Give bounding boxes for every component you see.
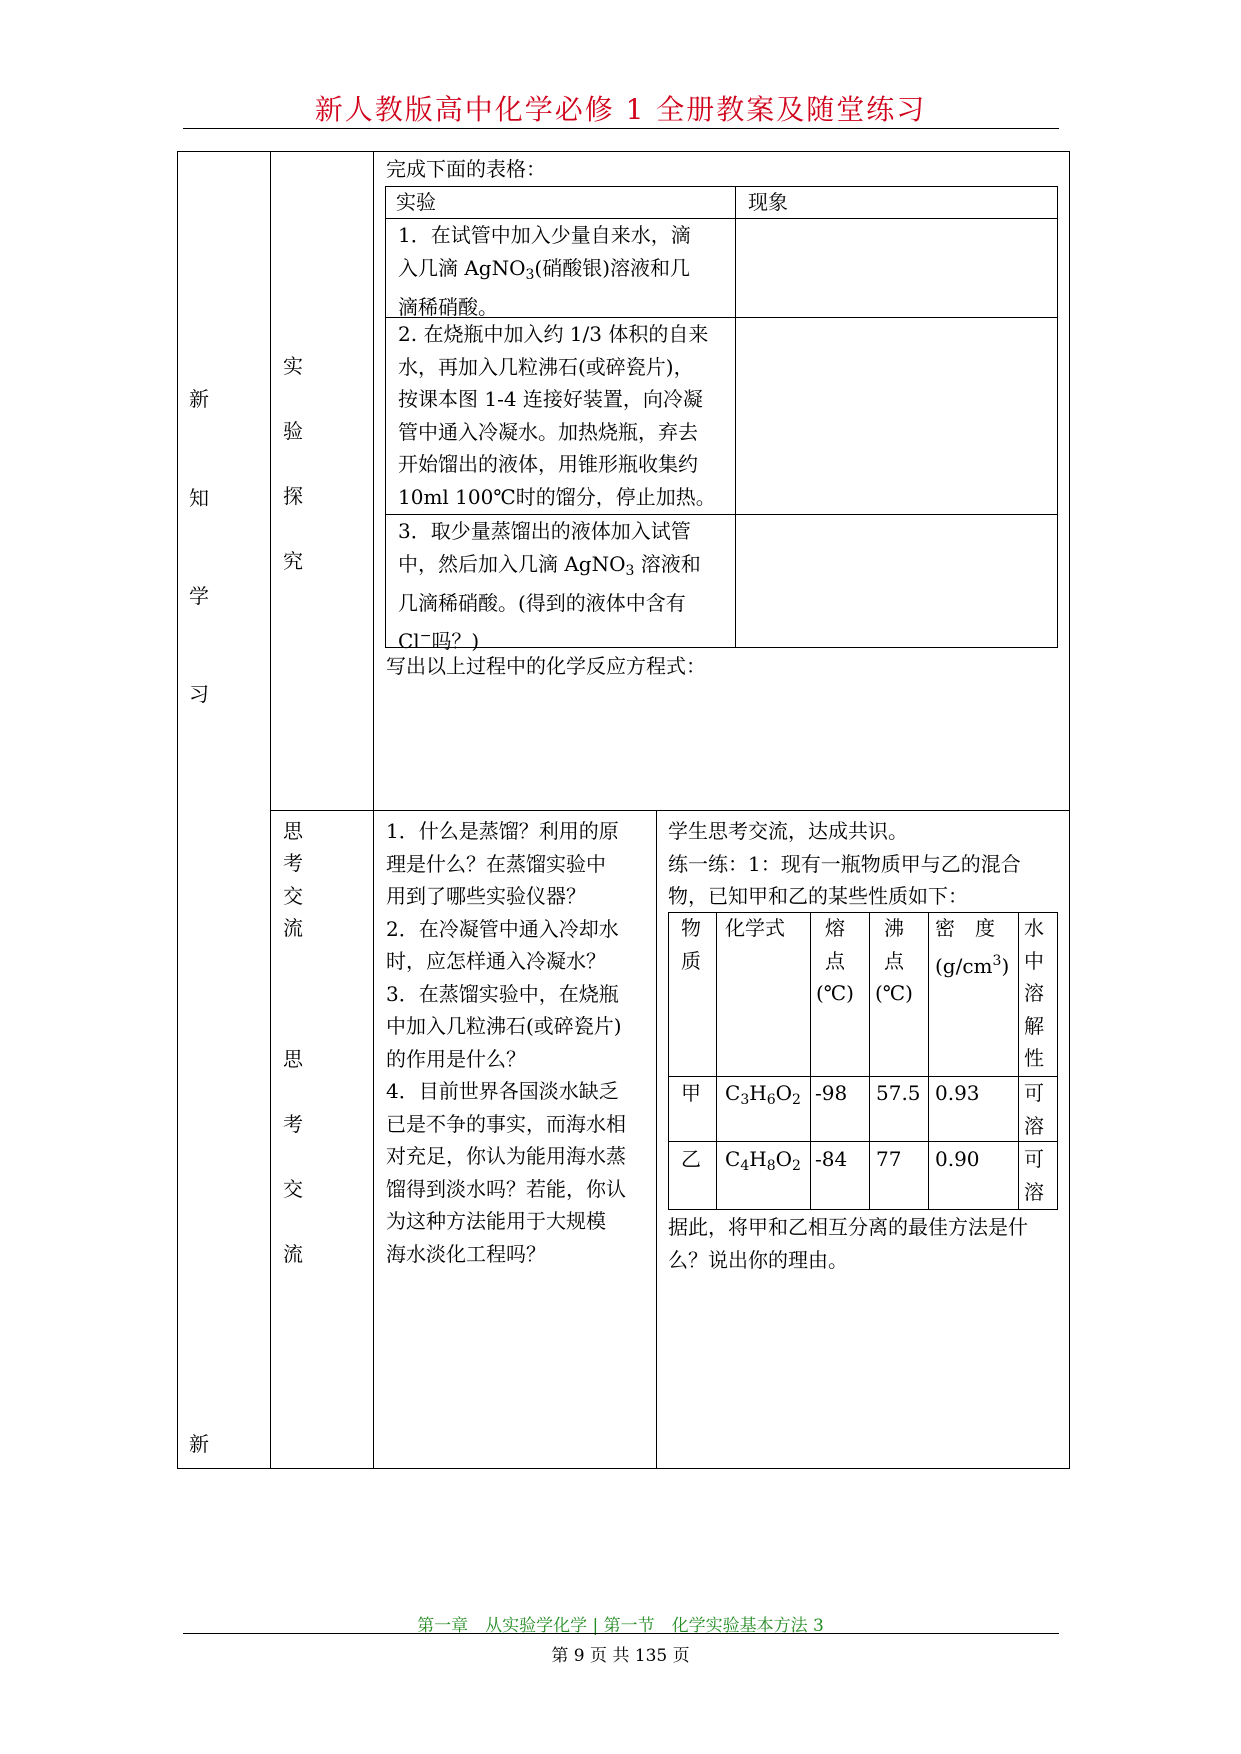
- row-a-mp: -98: [815, 1081, 848, 1105]
- footer-chapter: 第一章 从实验学化学 | 第一节 化学实验基本方法 3: [417, 1616, 824, 1636]
- col1-char: 习: [189, 682, 209, 706]
- row-b-solubility: 可 溶: [1024, 1147, 1044, 1204]
- col2-char: 探: [283, 484, 303, 508]
- col2-char: 流: [283, 1242, 303, 1266]
- col2-char: 究: [283, 549, 303, 573]
- th-solubility: 水 中 溶 解 性: [1024, 916, 1044, 1070]
- col1-char: 新: [189, 1432, 209, 1456]
- row-b-bp: 77: [876, 1147, 902, 1171]
- col2-char: 交: [283, 884, 303, 908]
- th-formula: 化学式: [725, 916, 785, 940]
- col1-char: 知: [189, 486, 209, 510]
- col1-char: 新: [189, 387, 209, 411]
- row-b-formula: $C_4H_8O_2$: [725, 1147, 801, 1174]
- col2-char: 实: [283, 354, 303, 378]
- discussion-questions: 1．什么是蒸馏？利用的原 理是什么？在蒸馏实验中 用到了哪些实验仪器？ 2．在冷凝管中通入冷却水 时，应怎样通入冷凝水？ 3．在蒸馏实验中，在烧瓶 中加入几粒沸石(或碎瓷片) 的作用是什么？ 4．目前世界各国淡水缺乏 已是不争的事实，而海水相 对充足，你认为能用海水蒸 馏得到淡水吗？若能，你认 为这种方法能用于大规模 海水淡化工程吗？: [386, 819, 626, 1266]
- practice-question: 据此，将甲和乙相互分离的最佳方法是什 么？说出你的理由。: [668, 1215, 1028, 1272]
- experiment-row-2: 2. 在烧瓶中加入约 1/3 体积的自来 水，再加入几粒沸石(或碎瓷片)， 按课本图 1-4 连接好装置，向冷凝 管中通入冷凝水。加热烧瓶，弃去 开始馏出的液体，用锥形瓶收集约 10ml 100℃时的馏分，停止加热。: [398, 322, 716, 509]
- row-a-name: 甲: [681, 1081, 701, 1105]
- row-a-solubility: 可 溶: [1024, 1081, 1044, 1138]
- header-rule: [183, 128, 1059, 129]
- experiment-intro: 完成下面的表格：: [386, 157, 546, 181]
- col2-char: 思: [283, 819, 303, 843]
- row-a-density: 0.93: [935, 1081, 980, 1105]
- row-b-density: 0.90: [935, 1147, 980, 1171]
- col2-char: 思: [283, 1047, 303, 1071]
- footer-rule: [183, 1633, 1059, 1634]
- row-b-mp: -84: [815, 1147, 848, 1171]
- col2-char: 验: [283, 419, 303, 443]
- footer-page-number: 第 9 页 共 135 页: [551, 1646, 690, 1666]
- experiment-row-1: 1．在试管中加入少量自来水，滴 入几滴 AgNO$_3$(硝酸银)溶液和几 滴稀硝酸。: [398, 223, 691, 319]
- th-boiling-point: 沸 点 (℃): [875, 916, 913, 1005]
- col2-char: 考: [283, 851, 303, 875]
- th-melting-point: 熔 点 (℃): [816, 916, 854, 1005]
- practice-intro: 学生思考交流，达成共识。 练一练：1：现有一瓶物质甲与乙的混合 物，已知甲和乙的某些性质如下：: [668, 819, 1021, 908]
- col2-char: 交: [283, 1177, 303, 1201]
- col2-char: 考: [283, 1112, 303, 1136]
- equation-prompt: 写出以上过程中的化学反应方程式：: [386, 654, 706, 678]
- header-experiment: 实验: [396, 190, 436, 214]
- experiment-row-3: 3．取少量蒸馏出的液体加入试管 中，然后加入几滴 AgNO$_3$ 溶液和 几滴稀硝酸。(得到的液体中含有 Cl−吗？): [398, 519, 701, 653]
- th-density: 密 度 $(g/cm^3)$: [935, 916, 1010, 978]
- col2-char: 流: [283, 916, 303, 940]
- col-divider-3: [656, 810, 657, 1469]
- th-substance: 物 质: [681, 916, 701, 973]
- row-divider: [270, 810, 1070, 811]
- row-a-bp: 57.5: [876, 1081, 921, 1105]
- header-phenomenon: 现象: [748, 190, 788, 214]
- col1-char: 学: [189, 584, 209, 608]
- page-header-title: 新人教版高中化学必修 1 全册教案及随堂练习: [314, 93, 927, 126]
- row-a-formula: $C_3H_6O_2$: [725, 1081, 801, 1108]
- row-b-name: 乙: [681, 1147, 701, 1171]
